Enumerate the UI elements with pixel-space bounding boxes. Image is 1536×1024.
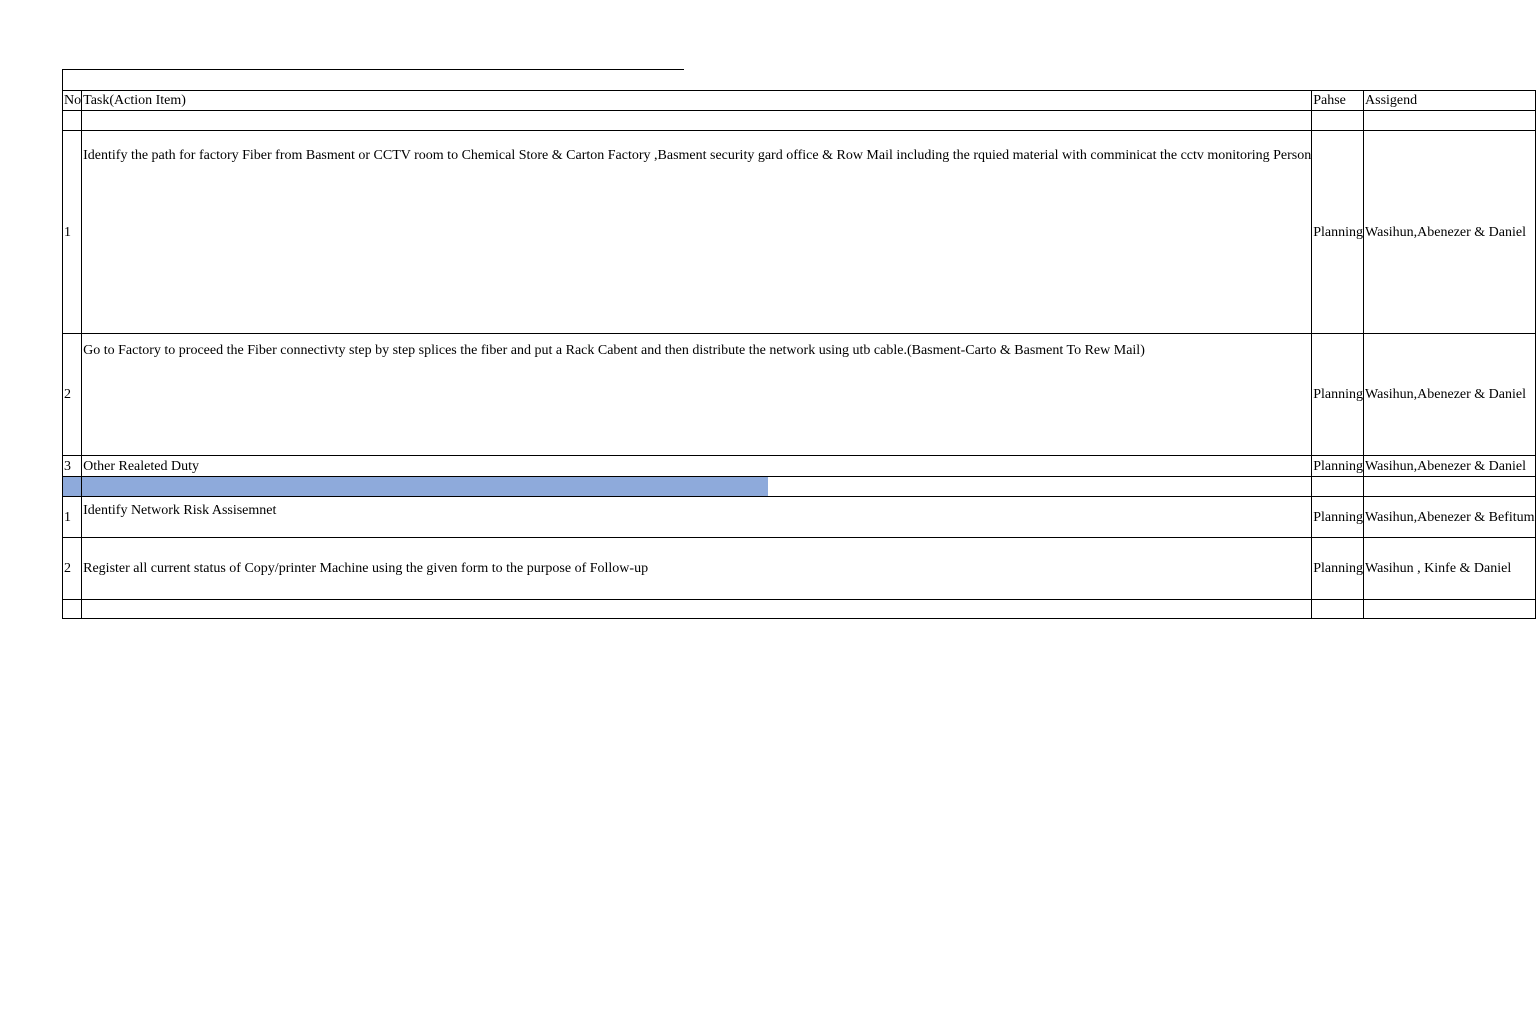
header-task: Task(Action Item) xyxy=(82,91,1312,111)
empty-row xyxy=(63,600,1536,619)
row-assigned: Wasihun,Abenezer & Daniel xyxy=(1364,456,1536,477)
empty-cell xyxy=(63,477,82,497)
row-no: 1 xyxy=(63,131,82,334)
header-assigned: Assigend xyxy=(1364,91,1536,111)
empty-cell xyxy=(82,111,1312,131)
header-phase: Pahse xyxy=(1312,91,1364,111)
task-table xyxy=(62,90,1536,619)
header-no: No xyxy=(63,91,82,111)
empty-cell xyxy=(1312,111,1364,131)
row-phase: Planning xyxy=(1312,497,1364,538)
table-row xyxy=(63,334,1536,456)
empty-cell xyxy=(1312,600,1364,619)
table-row xyxy=(63,131,1536,334)
row-no: 3 xyxy=(63,456,82,477)
table-top-border xyxy=(62,69,684,70)
row-no: 1 xyxy=(63,497,82,538)
empty-cell xyxy=(63,600,82,619)
row-phase: Planning xyxy=(1312,538,1364,600)
row-task: Other Realeted Duty xyxy=(82,456,1312,477)
row-task: Go to Factory to proceed the Fiber connectivty step by step splices the fiber and put a Rack Cabent and then distribute the network using utb cable.(Basment-Carto & Basment To Rew Mail) xyxy=(82,334,1312,456)
empty-cell xyxy=(1312,477,1364,497)
row-no: 2 xyxy=(63,538,82,600)
empty-cell xyxy=(1364,477,1536,497)
row-no: 2 xyxy=(63,334,82,456)
table-row xyxy=(63,456,1536,477)
empty-cell xyxy=(1364,111,1536,131)
row-assigned: Wasihun,Abenezer & Daniel xyxy=(1364,131,1536,334)
row-phase: Planning xyxy=(1312,334,1364,456)
separator-row xyxy=(63,477,1536,497)
row-phase: Planning xyxy=(1312,131,1364,334)
row-assigned: Wasihun,Abenezer & Befitum xyxy=(1364,497,1536,538)
empty-row xyxy=(63,111,1536,131)
table-row xyxy=(63,497,1536,538)
table-row xyxy=(63,538,1536,600)
row-task: Identify the path for factory Fiber from Basment or CCTV room to Chemical Store & Carton Factory ,Basment security gard office & Row Mail including the rquied material with comminicat the cctv monitoring Person xyxy=(82,131,1312,334)
row-task: Register all current status of Copy/printer Machine using the given form to the purpose of Follow-up xyxy=(82,538,1312,600)
empty-cell xyxy=(1364,600,1536,619)
header-row xyxy=(63,91,1536,111)
row-assigned: Wasihun , Kinfe & Daniel xyxy=(1364,538,1536,600)
row-phase: Planning xyxy=(1312,456,1364,477)
table-top-left-border xyxy=(62,69,63,90)
row-assigned: Wasihun,Abenezer & Daniel xyxy=(1364,334,1536,456)
empty-cell xyxy=(82,600,1312,619)
empty-cell xyxy=(82,477,1312,497)
empty-cell xyxy=(63,111,82,131)
row-task: Identify Network Risk Assisemnet xyxy=(82,497,1312,538)
